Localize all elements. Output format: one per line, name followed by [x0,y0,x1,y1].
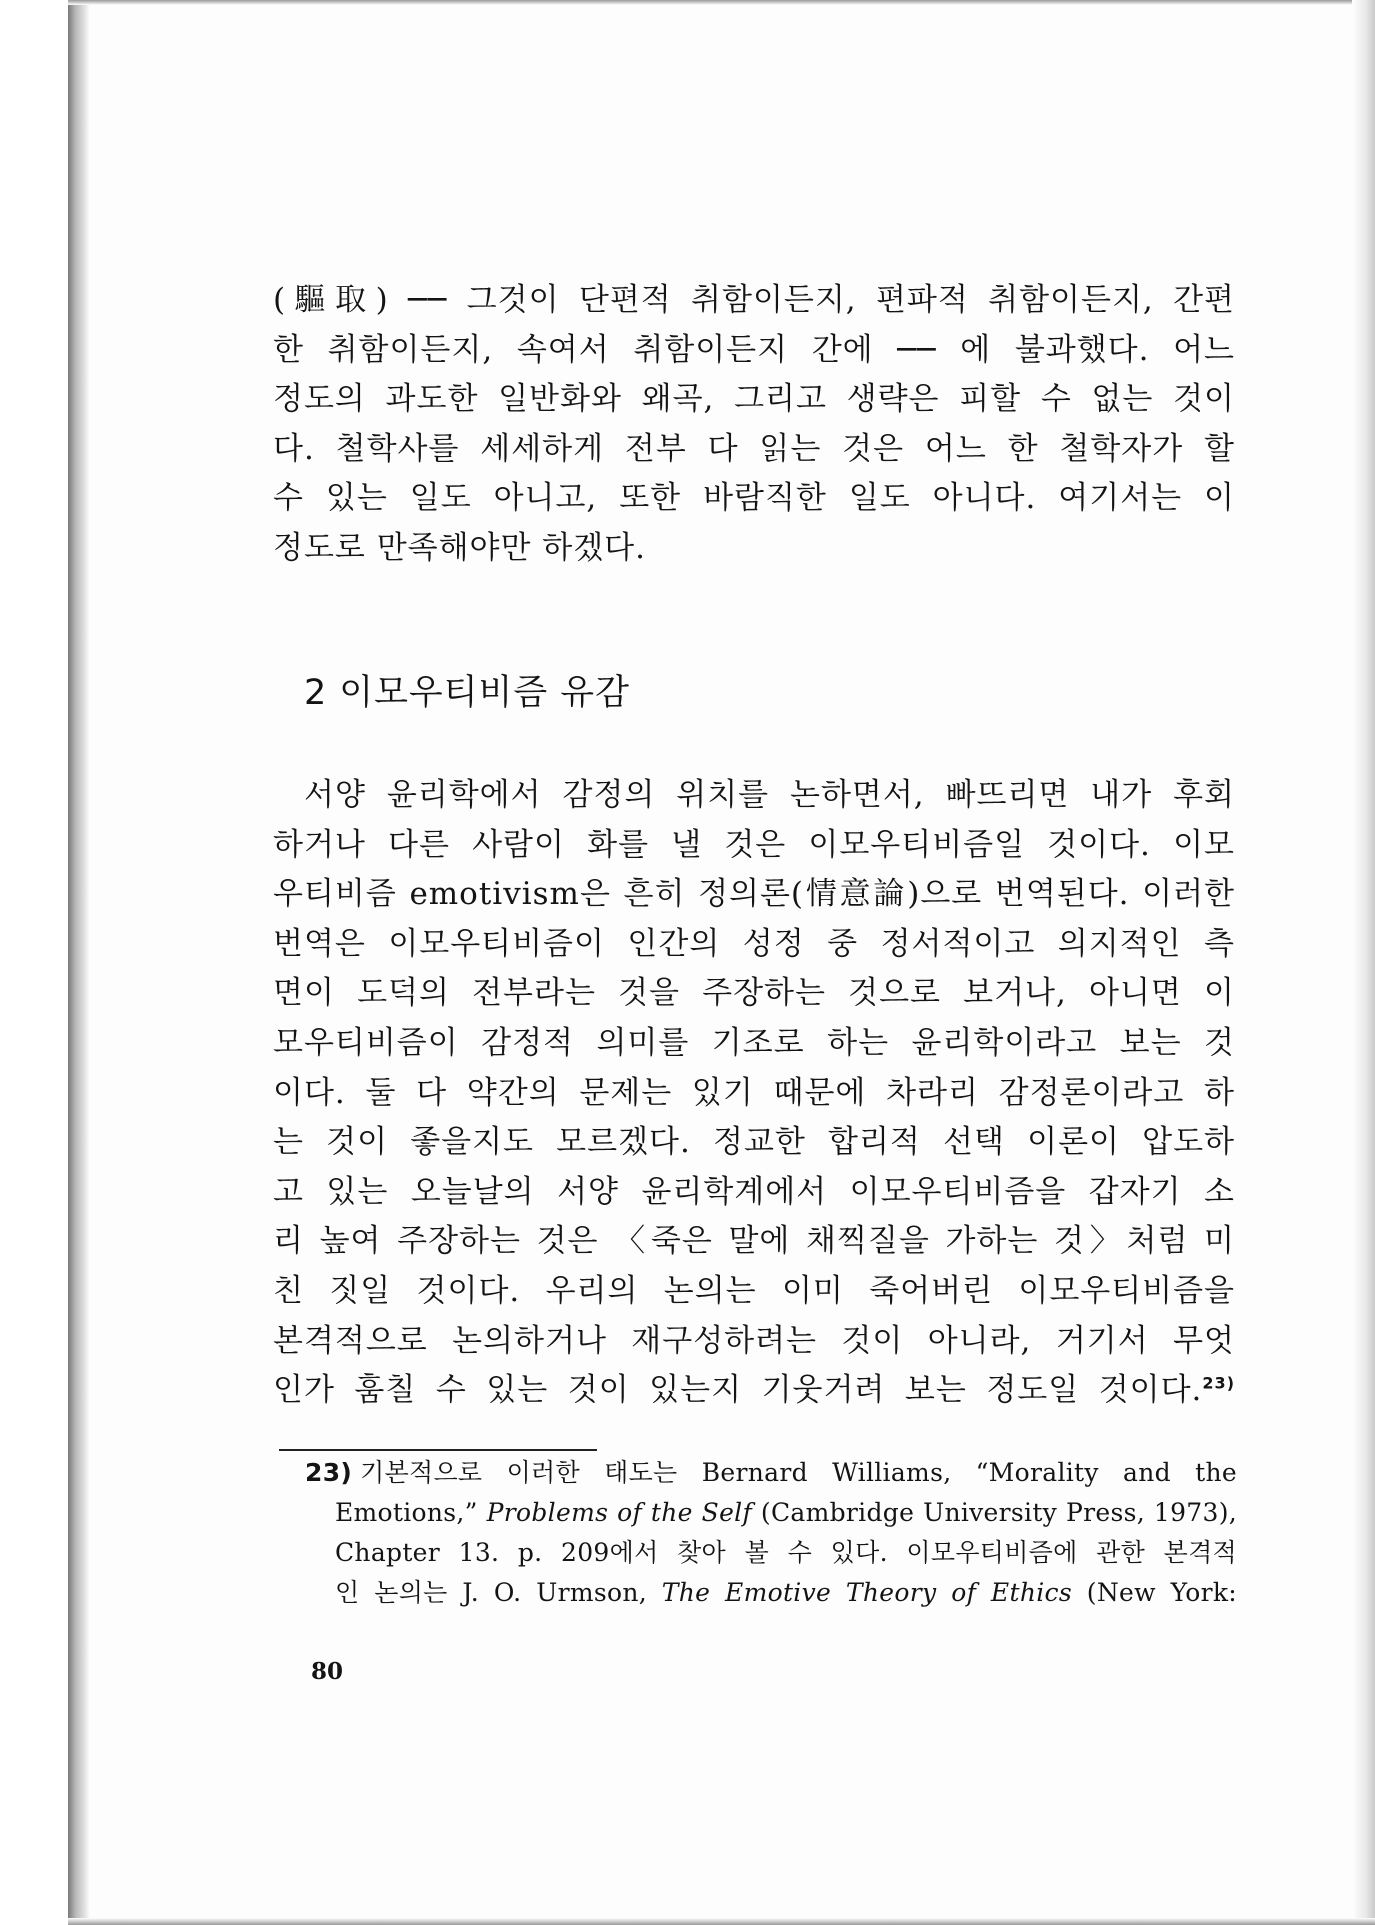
footnote-line [305,1573,1237,1613]
footnote-text: (New York: [1071,1578,1238,1607]
paragraph-2 [273,771,1235,1416]
paragraph-2-line: 면이 도덕의 전부라는 것을 주장하는 것으로 보거나, 아니면 이 [273,975,1235,1012]
section-title: 이모우티비즘 유감 [339,673,630,713]
paragraph-2-line: 본격적으로 논의하거나 재구성하려는 것이 아니라, 거기서 무엇 [273,1322,1235,1359]
paragraph-1-line: 한 취함이든지, 속여서 취함이든지 간에 ── 에 불과했다. 어느 [273,331,1235,368]
footnote-line [305,1453,1237,1493]
page-number: 80 [311,1658,344,1685]
paragraph-2-line: 서양 윤리학에서 감정의 위치를 논하면서, 빠뜨리면 내가 후회 [304,777,1235,813]
paragraph-2-line: 하거나 다른 사람이 화를 낼 것은 이모우티비즘일 것이다. 이모 [273,826,1235,863]
paragraph-1 [273,276,1235,574]
paragraph-2-line: 우티비즘 emotivism은 흔히 정의론(情意論)으로 번역된다. 이러한 [273,876,1235,913]
footnote-text: 기본적으로 이러한 태도는 Bernard Williams, “Morality and the [360,1458,1237,1487]
section-heading [304,669,630,717]
book-title: Problems of the Self [486,1498,753,1527]
paragraph-1-line: 정도로 만족해야만 하겠다. [273,529,646,566]
footnote-number: 23) [305,1458,353,1487]
paragraph-1-line: 다. 철학사를 세세하게 전부 다 읽는 것은 어느 한 철학자가 할 [273,430,1235,467]
page-left-edge [68,0,90,1925]
footnote-reference[interactable]: 23) [1202,1373,1235,1393]
section-number: 2 [304,673,328,713]
paragraph-1-line: 수 있는 일도 아니고, 또한 바람직한 일도 아니다. 여기서는 이 [273,480,1235,517]
page-bottom-edge [68,1918,1375,1925]
paragraph-2-line: 인가 훔칠 수 있는 것이 있는지 기웃거려 보는 정도일 것이다. [273,1372,1203,1409]
footnote-23 [305,1453,1237,1613]
paragraph-2-line: 모우티비즘이 감정적 의미를 기조로 하는 윤리학이라고 보는 것 [273,1024,1235,1061]
paragraph-2-line: 번역은 이모우티비즘이 인간의 성정 중 정서적이고 의지적인 측 [273,925,1235,962]
footnote-text: (Cambridge University Press, 1973), [752,1498,1237,1527]
page-right-edge [1352,0,1375,1925]
paragraph-2-line: 이다. 둘 다 약간의 문제는 있기 때문에 차라리 감정론이라고 하 [273,1074,1235,1111]
paragraph-2-line: 리 높여 주장하는 것은 〈죽은 말에 채찍질을 가하는 것〉처럼 미 [273,1223,1235,1260]
book-title: The Emotive Theory of Ethics [661,1578,1072,1607]
paragraph-2-line: 친 짓일 것이다. 우리의 논의는 이미 죽어버린 이모우티비즘을 [273,1272,1235,1309]
footnote-line: Chapter 13. p. 209에서 찾아 볼 수 있다. 이모우티비즘에 관한 본격적 [335,1538,1237,1567]
paragraph-1-line: 정도의 과도한 일반화와 왜곡, 그리고 생략은 피할 수 없는 것이 [273,381,1235,418]
footnote-text: Emotions,” [335,1498,487,1527]
footnote-text: 인 논의는 J. O. Urmson, [335,1578,662,1607]
paragraph-2-line: 는 것이 좋을지도 모르겠다. 정교한 합리적 선택 이론이 압도하 [273,1124,1235,1161]
paragraph-2-line: 고 있는 오늘날의 서양 윤리학계에서 이모우티비즘을 갑자기 소 [273,1173,1235,1210]
footnote-divider [279,1449,597,1451]
footnote-line [305,1493,1237,1533]
paragraph-1-line: (驅取) ── 그것이 단편적 취함이든지, 편파적 취함이든지, 간편 [273,282,1235,318]
paragraph-2-last-line [273,1366,1235,1416]
